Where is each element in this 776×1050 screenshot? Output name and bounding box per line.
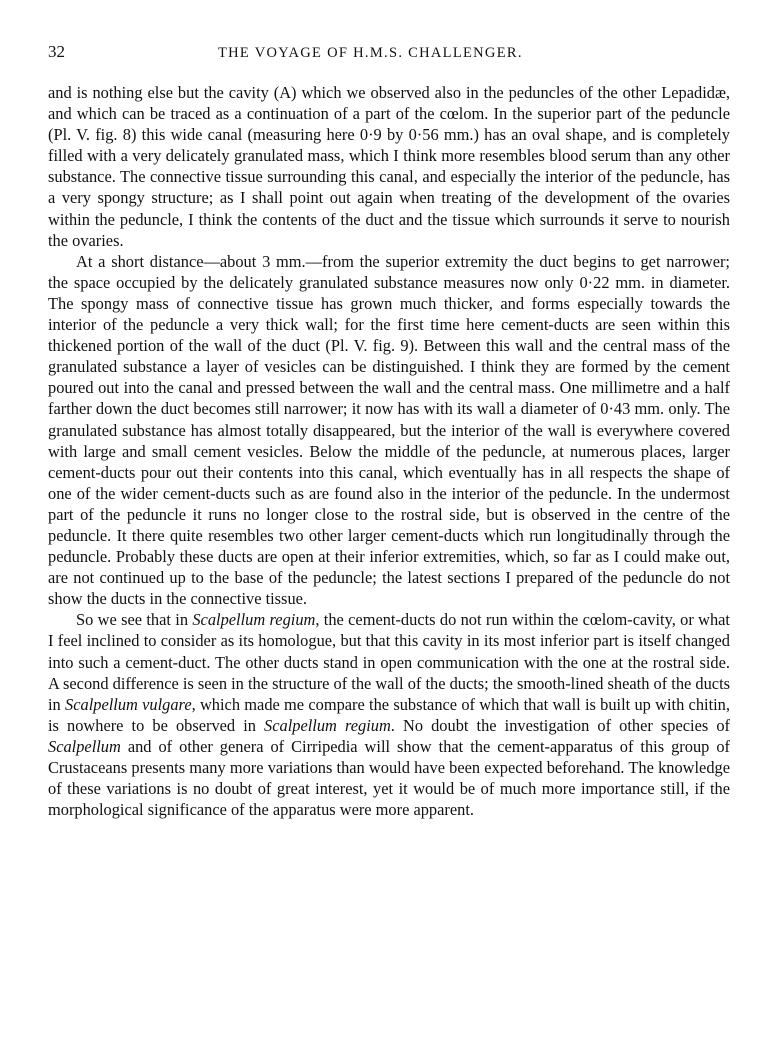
text-run: , the cement-ducts do not run within the cœlom-cavity, or what I feel inclined to consider as its homologue, but that this cavity in its most inferior part is itself changed into such a cement-duct. The other ducts stand in open communication with the one at the rostral side. A second difference is seen in the structure of the wall of the ducts; the smooth-lined sheath of the ducts in — [48, 610, 730, 714]
page-number: 32 — [48, 42, 65, 61]
italic-term: Scalpellum vulgare — [65, 694, 192, 714]
paragraph-3 — [48, 609, 730, 820]
text-run: , which made me compare the substance of which that wall is built up with chitin, is nowhere to be observed in — [48, 694, 730, 735]
paragraph-1: and is nothing else but the cavity (A) which we observed also in the peduncles of the other Lepadidæ, and which can be traced as a continuation of a part of the cœlom. In the superior part of the peduncle (Pl. V. fig. 8) this wide canal (measuring here 0·9 by 0·56 mm.) has an oval shape, and is completely filled with a very delicately granulated mass, which I think more resembles blood serum than any other substance. The connective tissue surrounding this canal, and especially the interior of the peduncle, has a very spongy structure; as I shall point out again when treating of the development of the ovaries within the peduncle, I think the contents of the duct and the tissue which surrounds it serve to nourish the ovaries. — [48, 83, 730, 250]
italic-term: Scalpellum — [48, 736, 121, 756]
italic-term: Scalpellum regium — [192, 610, 316, 630]
document-page — [48, 42, 730, 820]
text-run: So we see that in — [76, 610, 193, 630]
text-run: . No doubt the investigation of other species of — [390, 715, 730, 735]
page-header — [48, 42, 730, 72]
body-text — [48, 82, 730, 820]
running-title: THE VOYAGE OF H.M.S. CHALLENGER. — [218, 45, 523, 61]
paragraph-2: At a short distance—about 3 mm.—from the superior extremity the duct begins to get narrower; the space occupied by the delicately granulated substance measures now only 0·22 mm. in diameter. The spongy mass of connective tissue has grown much thicker, and forms especially towards the interior of the peduncle a very thick wall; for the first time here cement-ducts are seen within this thickened portion of the wall of the duct (Pl. V. fig. 9). Between this wall and the central mass of the granulated substance a layer of vesicles can be distinguished. I think they are formed by the cement poured out into the canal and pressed between the wall and the central mass. One millimetre and a half farther down the duct becomes still narrower; it now has with its wall a diameter of 0·43 mm. only. The granulated substance has almost totally disappeared, but the interior of the wall is everywhere covered with large and small cement vesicles. Below the middle of the peduncle, at numerous places, larger cement-ducts pour out their contents into this canal, which eventually has in all respects the shape of one of the wider cement-ducts such as are found also in the interior of the peduncle. In the undermost part of the peduncle it runs no longer close to the rostral side, but is observed in the centre of the peduncle. It there quite resembles two other larger cement-ducts which run longitudinally through the peduncle. Probably these ducts are open at their inferior extremities, which, so far as I could make out, are not continued up to the base of the peduncle; the latest sections I prepared of the peduncle do not show the ducts in the connective tissue. — [48, 251, 730, 609]
italic-term: Scalpellum regium — [264, 715, 391, 735]
text-run: and of other genera of Cirripedia will show that the cement-apparatus of this group of Crustaceans presents many more variations than would have been expected beforehand. The knowledge of these variations is no doubt of great interest, yet it would be of much more importance still, if the morphological significance of the apparatus were more apparent. — [48, 736, 730, 820]
